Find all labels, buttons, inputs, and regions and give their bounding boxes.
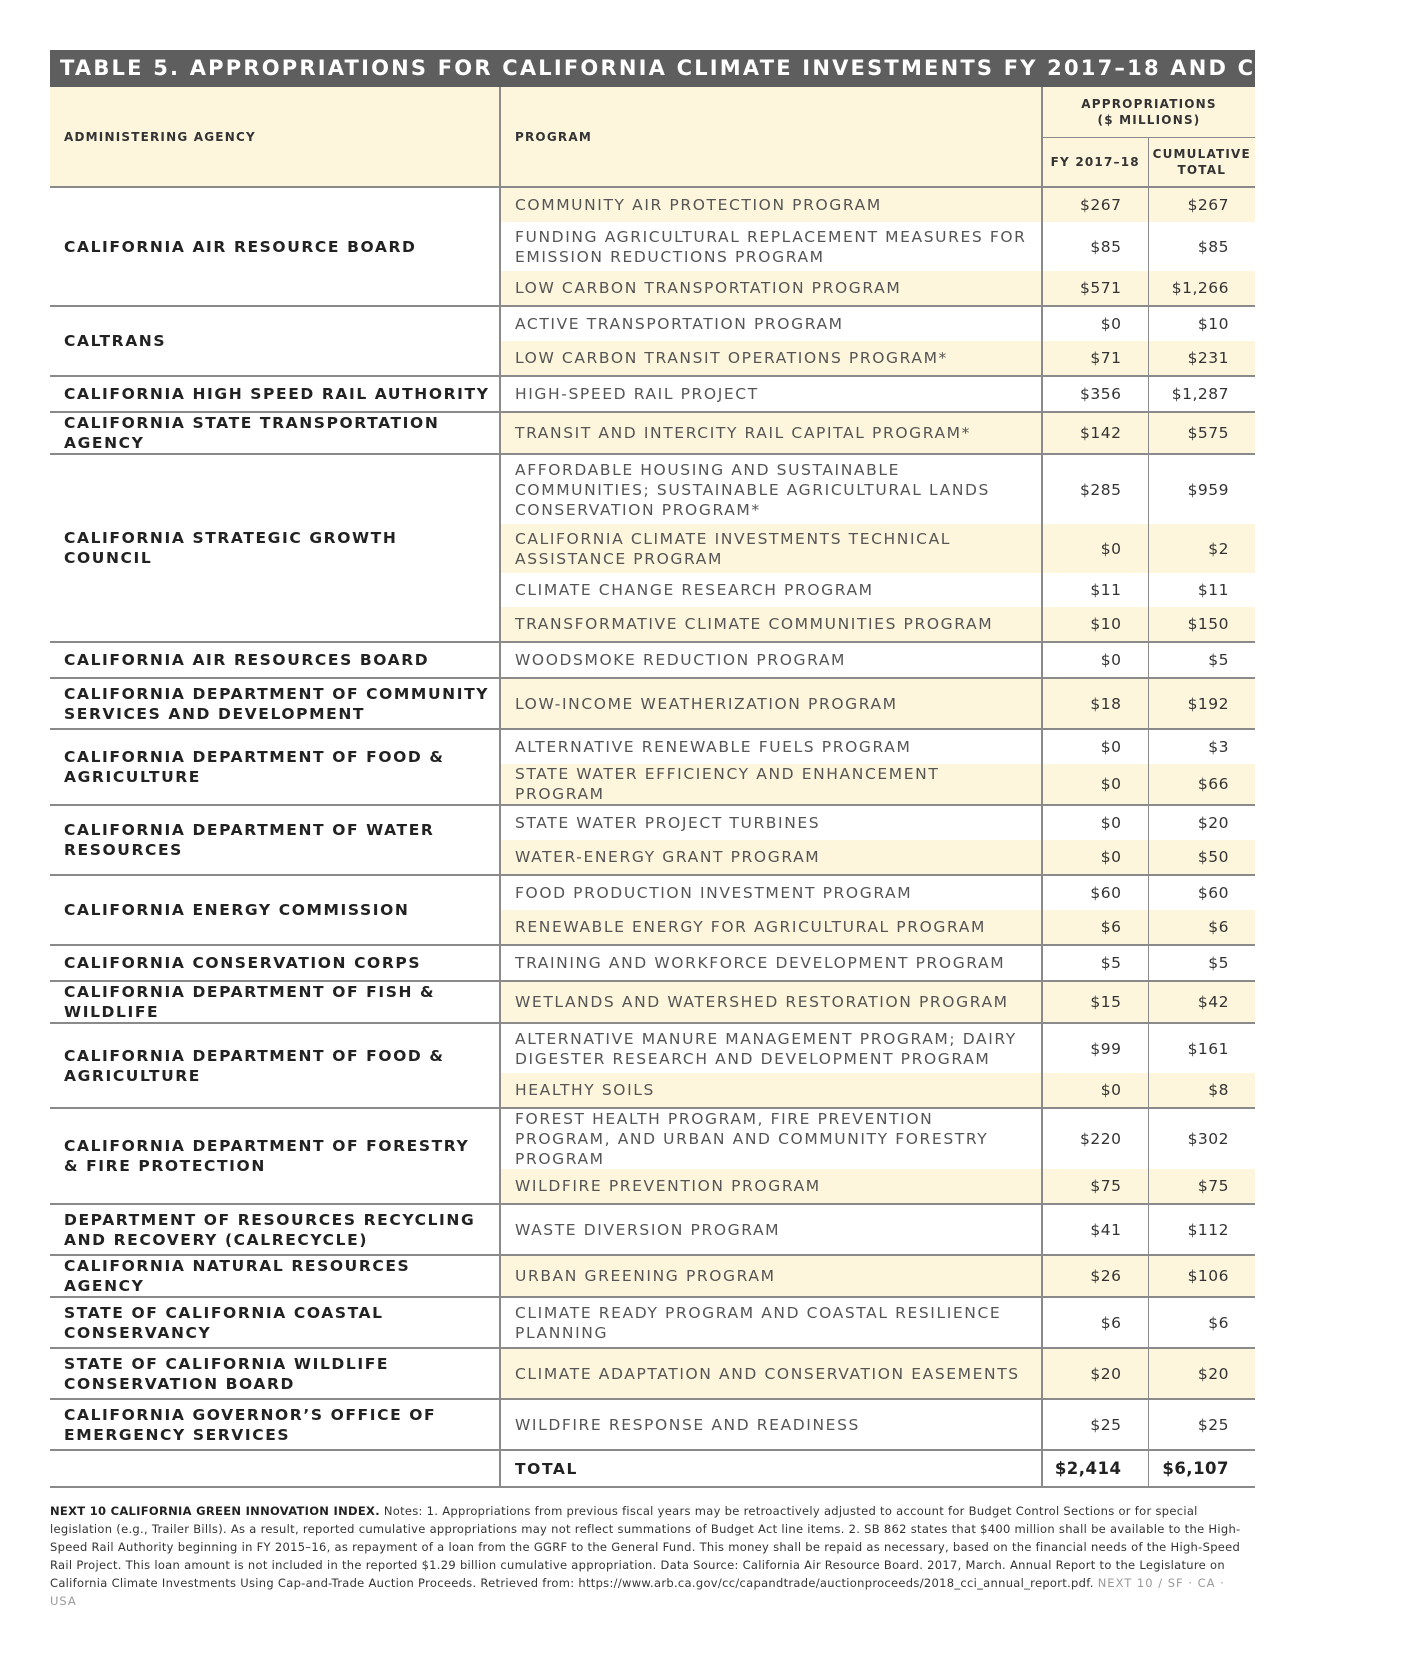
agency-cell: CALIFORNIA STATE TRANSPORTATION AGENCY	[50, 412, 500, 454]
fy-value-cell: $0	[1042, 524, 1148, 573]
program-cell: TRANSIT AND INTERCITY RAIL CAPITAL PROGRAM*	[500, 412, 1042, 454]
program-cell: CLIMATE ADAPTATION AND CONSERVATION EASEMENTS	[500, 1348, 1042, 1399]
agency-cell: DEPARTMENT OF RESOURCES RECYCLING AND RECOVERY (CALRECYCLE)	[50, 1204, 500, 1255]
program-cell: FOREST HEALTH PROGRAM, FIRE PREVENTION PROGRAM, AND URBAN AND COMMUNITY FORESTRY PROGRAM	[500, 1108, 1042, 1169]
program-cell: ACTIVE TRANSPORTATION PROGRAM	[500, 306, 1042, 341]
cumulative-value-cell: $8	[1148, 1073, 1255, 1108]
table-row	[50, 376, 1255, 412]
program-cell: ALTERNATIVE MANURE MANAGEMENT PROGRAM; DAIRY DIGESTER RESEARCH AND DEVELOPMENT PROGRAM	[500, 1023, 1042, 1073]
cumulative-value-cell: $85	[1197, 237, 1230, 256]
table-row	[50, 187, 1255, 222]
fy-value-cell: $75	[1042, 1169, 1148, 1204]
fy-value-cell: $41	[1042, 1204, 1148, 1255]
table-row	[50, 306, 1255, 341]
cumulative-value-cell: $25	[1197, 1415, 1230, 1434]
total-cumulative-value: $6,107	[1162, 1459, 1230, 1478]
table-body	[50, 187, 1255, 1487]
table-title: TABLE 5. APPROPRIATIONS FOR CALIFORNIA CLIMATE INVESTMENTS FY 2017–18 AND CUMULATIVE	[50, 50, 1255, 87]
cumulative-value-cell: $5	[1208, 651, 1230, 669]
table-row	[50, 875, 1255, 910]
table-row	[50, 678, 1255, 729]
cumulative-value-cell: $1,266	[1148, 271, 1255, 306]
cumulative-value-cell: $6	[1208, 1313, 1230, 1332]
program-cell: WASTE DIVERSION PROGRAM	[500, 1204, 1042, 1255]
cumulative-value-cell: $75	[1148, 1169, 1255, 1204]
cumulative-value-cell: $106	[1148, 1255, 1255, 1297]
total-fy-value: $2,414	[1042, 1450, 1148, 1487]
cumulative-value-cell: $112	[1187, 1220, 1230, 1239]
cumulative-value-cell: $302	[1187, 1130, 1230, 1148]
table-row	[50, 1108, 1255, 1169]
program-cell: STATE WATER PROJECT TURBINES	[500, 805, 1042, 840]
program-cell: CLIMATE READY PROGRAM AND COASTAL RESILIENCE PLANNING	[500, 1297, 1042, 1348]
agency-cell: CALIFORNIA AIR RESOURCES BOARD	[50, 642, 500, 678]
fy-value-cell: $25	[1042, 1399, 1148, 1450]
program-cell: AFFORDABLE HOUSING AND SUSTAINABLE COMMUNITIES; SUSTAINABLE AGRICULTURAL LANDS CONSERVATION PROGRAM*	[500, 454, 1042, 524]
fy-value-cell: $0	[1042, 306, 1148, 341]
header-cumulative-line2: TOTAL	[1177, 163, 1227, 177]
agency-cell: CALIFORNIA DEPARTMENT OF FOOD & AGRICULTURE	[50, 729, 500, 805]
fy-value-cell: $11	[1042, 573, 1148, 607]
cumulative-value-cell: $42	[1148, 981, 1255, 1023]
program-cell: COMMUNITY AIR PROTECTION PROGRAM	[500, 187, 1042, 222]
agency-cell: CALIFORNIA AIR RESOURCE BOARD	[50, 187, 500, 306]
table-row	[50, 729, 1255, 764]
program-cell: TRAINING AND WORKFORCE DEVELOPMENT PROGRAM	[500, 945, 1042, 981]
total-agency-empty-cell	[50, 1450, 500, 1487]
cumulative-value-cell: $3	[1208, 738, 1230, 756]
table-row	[50, 1204, 1255, 1255]
agency-cell: CALTRANS	[50, 306, 500, 376]
program-cell: CLIMATE CHANGE RESEARCH PROGRAM	[500, 573, 1042, 607]
cumulative-value-cell: $11	[1197, 581, 1230, 599]
table-row	[50, 945, 1255, 981]
program-cell: WILDFIRE RESPONSE AND READINESS	[500, 1399, 1042, 1450]
cumulative-value-cell: $20	[1197, 814, 1230, 832]
fy-value-cell: $220	[1042, 1108, 1148, 1169]
table-header	[50, 87, 1255, 187]
cumulative-value-cell: $10	[1197, 315, 1230, 333]
program-cell: WILDFIRE PREVENTION PROGRAM	[500, 1169, 1042, 1204]
fy-value-cell: $0	[1042, 1073, 1148, 1108]
fy-value-cell: $142	[1042, 412, 1148, 454]
table-row	[50, 642, 1255, 678]
header-program: PROGRAM	[500, 87, 1042, 187]
fy-value-cell: $6	[1042, 910, 1148, 945]
cumulative-value-cell: $5	[1208, 954, 1230, 972]
agency-cell: CALIFORNIA DEPARTMENT OF FOOD & AGRICULTURE	[50, 1023, 500, 1108]
agency-cell: CALIFORNIA DEPARTMENT OF COMMUNITY SERVICES AND DEVELOPMENT	[50, 678, 500, 729]
fy-value-cell: $6	[1042, 1297, 1148, 1348]
cumulative-value-cell: $959	[1187, 480, 1230, 499]
header-agency: ADMINISTERING AGENCY	[50, 87, 500, 187]
cumulative-value-cell: $267	[1148, 187, 1255, 222]
fy-value-cell: $26	[1042, 1255, 1148, 1297]
header-appropriations-line1: APPROPRIATIONS	[1081, 97, 1217, 111]
table-row	[50, 1399, 1255, 1450]
program-cell: FUNDING AGRICULTURAL REPLACEMENT MEASURES FOR EMISSION REDUCTIONS PROGRAM	[500, 222, 1042, 271]
fy-value-cell: $571	[1042, 271, 1148, 306]
table-notes	[50, 1502, 1255, 1610]
fy-value-cell: $356	[1042, 376, 1148, 412]
table-row	[50, 1297, 1255, 1348]
program-cell: URBAN GREENING PROGRAM	[500, 1255, 1042, 1297]
fy-value-cell: $99	[1042, 1023, 1148, 1073]
agency-cell: STATE OF CALIFORNIA COASTAL CONSERVANCY	[50, 1297, 500, 1348]
table-row	[50, 1023, 1255, 1073]
notes-text: Notes: 1. Appropriations from previous fiscal years may be retroactively adjusted to account for Budget Control Sections or for special legislation (e.g., Trailer Bills). As a result, reported cumulative appropriations may not reflect summations of Budget Act line items. 2. SB 862 states that $400 million shall be available to the High-Speed Rail Authority beginning in FY 2015–16, as repayment of a loan from the GGRF to the General Fund. This money shall be repaid as necessary, based on the financial needs of the High-Speed Rail Project. This loan amount is not included in the reported $1.29 billion cumulative appropriation. Data Source: California Air Resource Board. 2017, March. Annual Report to the Legislature on California Climate Investments Using Cap-and-Trade Auction Proceeds. Retrieved from: https://www.arb.ca.gov/cc/capandtrade/auctionproceeds/2018_cci_annual_report.pdf.	[50, 1504, 1241, 1590]
program-cell: WATER-ENERGY GRANT PROGRAM	[500, 840, 1042, 875]
program-cell: STATE WATER EFFICIENCY AND ENHANCEMENT PROGRAM	[500, 764, 1042, 805]
fy-value-cell: $267	[1042, 187, 1148, 222]
agency-cell: CALIFORNIA GOVERNOR’S OFFICE OF EMERGENCY SERVICES	[50, 1399, 500, 1450]
cumulative-value-cell: $2	[1148, 524, 1255, 573]
cumulative-value-cell: $575	[1148, 412, 1255, 454]
fy-value-cell: $0	[1042, 805, 1148, 840]
program-cell: LOW CARBON TRANSPORTATION PROGRAM	[500, 271, 1042, 306]
fy-value-cell: $0	[1042, 764, 1148, 805]
appropriations-table	[50, 87, 1255, 1488]
table-row	[50, 805, 1255, 840]
cumulative-value-cell: $60	[1197, 884, 1230, 902]
agency-cell: CALIFORNIA HIGH SPEED RAIL AUTHORITY	[50, 376, 500, 412]
fy-value-cell: $85	[1042, 222, 1148, 271]
header-fy: FY 2017–18	[1042, 138, 1148, 188]
cumulative-value-cell: $192	[1148, 678, 1255, 729]
fy-value-cell: $5	[1042, 945, 1148, 981]
program-cell: WOODSMOKE REDUCTION PROGRAM	[500, 642, 1042, 678]
table-row	[50, 1348, 1255, 1399]
program-cell: HEALTHY SOILS	[500, 1073, 1042, 1108]
fy-value-cell: $285	[1042, 454, 1148, 524]
header-cumulative	[1148, 138, 1255, 188]
program-cell: LOW CARBON TRANSIT OPERATIONS PROGRAM*	[500, 341, 1042, 376]
program-cell: ALTERNATIVE RENEWABLE FUELS PROGRAM	[500, 729, 1042, 764]
fy-value-cell: $20	[1042, 1348, 1148, 1399]
cumulative-value-cell: $161	[1187, 1039, 1230, 1058]
agency-cell: CALIFORNIA DEPARTMENT OF FORESTRY & FIRE PROTECTION	[50, 1108, 500, 1204]
fy-value-cell: $60	[1042, 875, 1148, 910]
cumulative-value-cell: $1,287	[1171, 385, 1230, 403]
cumulative-value-cell: $231	[1148, 341, 1255, 376]
table-figure	[50, 50, 1411, 1610]
agency-cell: CALIFORNIA DEPARTMENT OF FISH & WILDLIFE	[50, 981, 500, 1023]
program-cell: RENEWABLE ENERGY FOR AGRICULTURAL PROGRAM	[500, 910, 1042, 945]
notes-lead: NEXT 10 CALIFORNIA GREEN INNOVATION INDEX.	[50, 1504, 380, 1518]
table-row	[50, 412, 1255, 454]
program-cell: FOOD PRODUCTION INVESTMENT PROGRAM	[500, 875, 1042, 910]
cumulative-value-cell: $50	[1148, 840, 1255, 875]
agency-cell: CALIFORNIA NATURAL RESOURCES AGENCY	[50, 1255, 500, 1297]
fy-value-cell: $18	[1042, 678, 1148, 729]
fy-value-cell: $15	[1042, 981, 1148, 1023]
fy-value-cell: $0	[1042, 840, 1148, 875]
table-row	[50, 981, 1255, 1023]
agency-cell: CALIFORNIA DEPARTMENT OF WATER RESOURCES	[50, 805, 500, 875]
fy-value-cell: $10	[1042, 607, 1148, 642]
cumulative-value-cell: $66	[1148, 764, 1255, 805]
agency-cell: CALIFORNIA CONSERVATION CORPS	[50, 945, 500, 981]
program-cell: LOW-INCOME WEATHERIZATION PROGRAM	[500, 678, 1042, 729]
header-appropriations	[1042, 87, 1255, 138]
cumulative-value-cell: $150	[1148, 607, 1255, 642]
program-cell: TRANSFORMATIVE CLIMATE COMMUNITIES PROGRAM	[500, 607, 1042, 642]
notes-credit: NEXT 10 / SF · CA · USA	[50, 1576, 1225, 1608]
cumulative-value-cell: $20	[1148, 1348, 1255, 1399]
table-row	[50, 1255, 1255, 1297]
cumulative-value-cell: $6	[1148, 910, 1255, 945]
fy-value-cell: $0	[1042, 729, 1148, 764]
program-cell: WETLANDS AND WATERSHED RESTORATION PROGRAM	[500, 981, 1042, 1023]
total-row	[50, 1450, 1255, 1487]
table-row	[50, 454, 1255, 524]
total-label: TOTAL	[500, 1450, 1042, 1487]
agency-cell: STATE OF CALIFORNIA WILDLIFE CONSERVATION BOARD	[50, 1348, 500, 1399]
agency-cell: CALIFORNIA STRATEGIC GROWTH COUNCIL	[50, 454, 500, 642]
fy-value-cell: $0	[1042, 642, 1148, 678]
header-cumulative-line1: CUMULATIVE	[1152, 147, 1251, 161]
program-cell: CALIFORNIA CLIMATE INVESTMENTS TECHNICAL ASSISTANCE PROGRAM	[500, 524, 1042, 573]
fy-value-cell: $71	[1042, 341, 1148, 376]
header-appropriations-line2: ($ MILLIONS)	[1097, 113, 1201, 127]
program-cell: HIGH-SPEED RAIL PROJECT	[500, 376, 1042, 412]
agency-cell: CALIFORNIA ENERGY COMMISSION	[50, 875, 500, 945]
